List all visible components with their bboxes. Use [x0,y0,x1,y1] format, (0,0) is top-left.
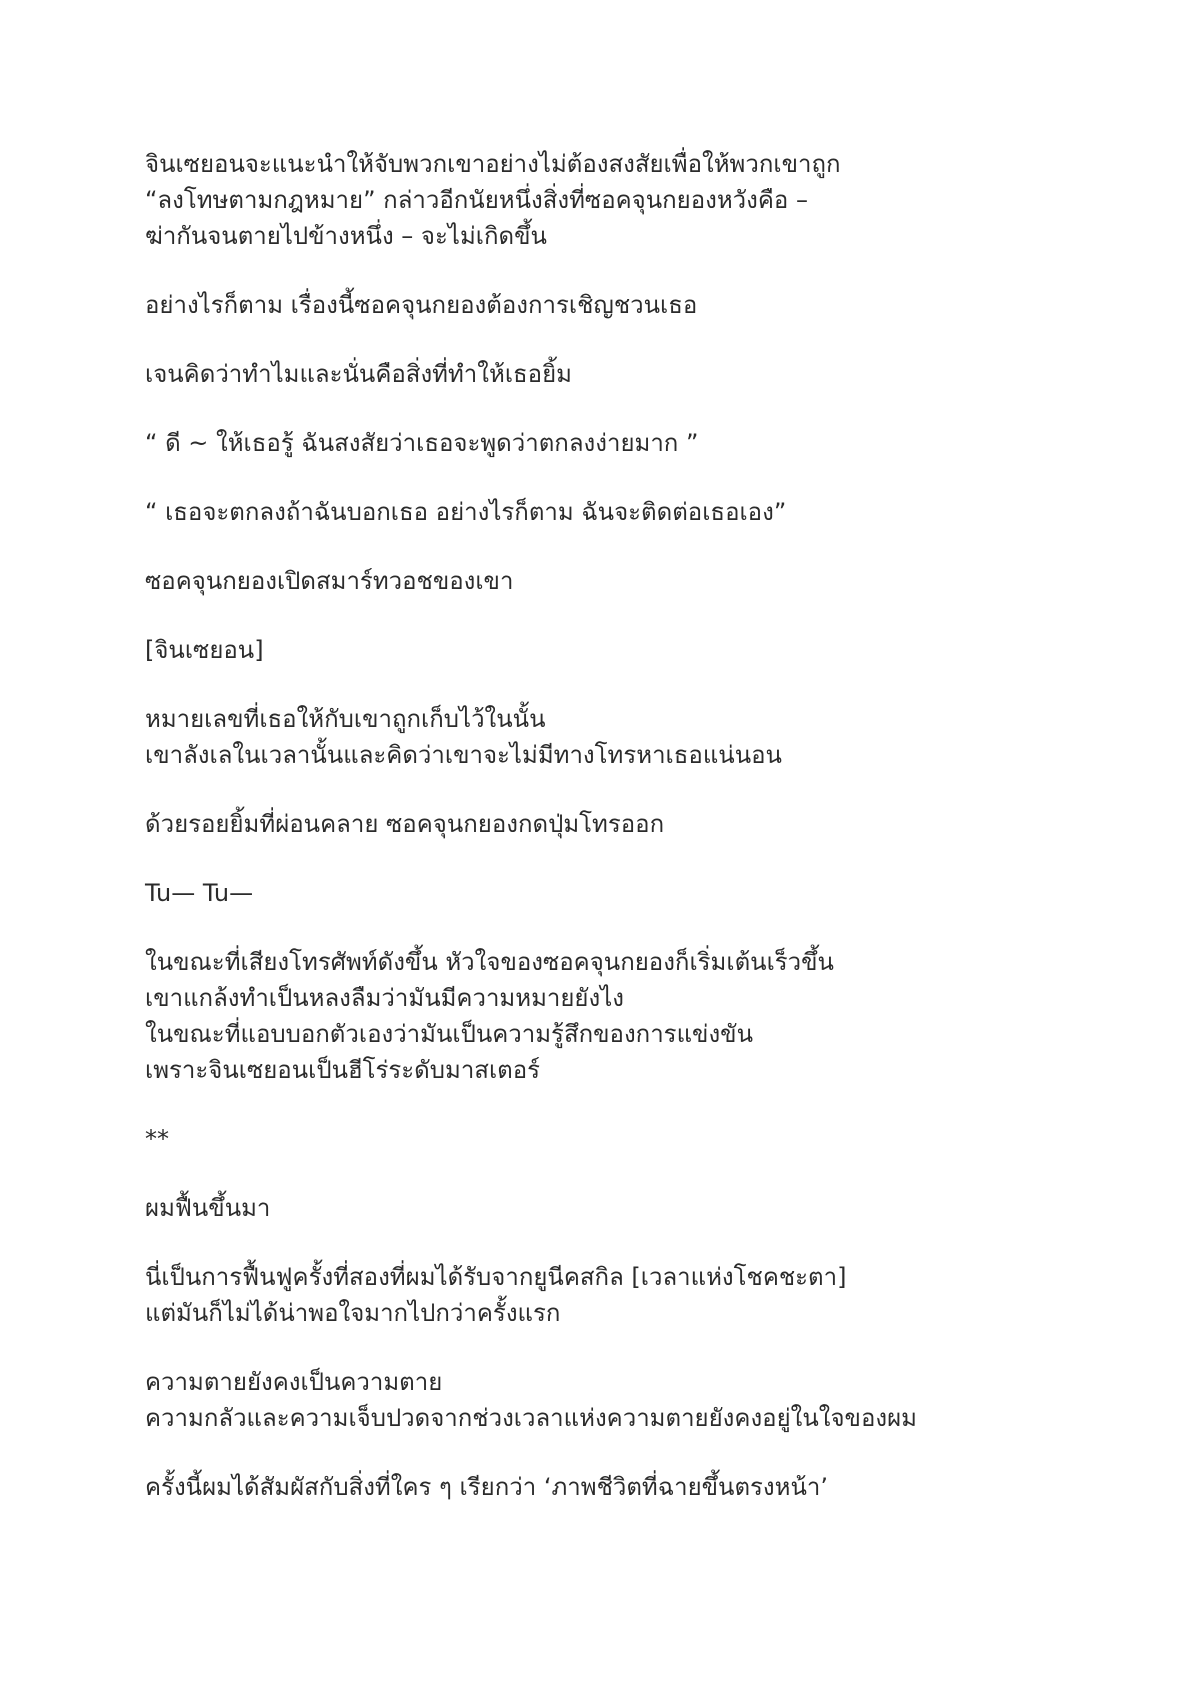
paragraph [145,146,1085,254]
text-line: นี่เป็นการฟื้นฟูครั้งที่สองที่ผมได้รับจากยูนีคสกิล [เวลาแห่งโชคชะตา] [145,1263,847,1291]
text-line: หมายเลขที่เธอให้กับเขาถูกเก็บไว้ในนั้น [145,705,546,733]
paragraph [145,1259,1085,1331]
paragraph [145,806,1085,842]
text-line: ในขณะที่เสียงโทรศัพท์ดังขึ้น หัวใจของซอคจุนกยองก็เริ่มเต้นเร็วขึ้น [145,948,834,976]
text-line: จินเซยอนจะแนะนำให้จับพวกเขาอย่างไม่ต้องสงสัยเพื่อให้พวกเขาถูก [145,150,841,178]
paragraph [145,287,1085,323]
paragraph [145,701,1085,773]
text-line: Tu— Tu— [145,879,254,907]
text-line: ความกลัวและความเจ็บปวดจากช่วงเวลาแห่งความตายยังคงอยู่ในใจของผม [145,1404,917,1432]
paragraph [145,1190,1085,1226]
text-line: “ลงโทษตามกฎหมาย” กล่าวอีกนัยหนึ่งสิ่งที่ซอคจุนกยองหวังคือ – [145,186,808,214]
text-line: [จินเซยอน] [145,636,264,664]
text-line: เจนคิดว่าทำไมและนั่นคือสิ่งที่ทำให้เธอยิ้ม [145,360,572,388]
text-line: “ เธอจะตกลงถ้าฉันบอกเธอ อย่างไรก็ตาม ฉันจะติดต่อเธอเอง” [145,498,787,526]
text-line: ครั้งนี้ผมได้สัมผัสกับสิ่งที่ใคร ๆ เรียกว่า ‘ภาพชีวิตที่ฉายขึ้นตรงหน้า’ [145,1473,828,1501]
paragraph [145,875,1085,911]
text-line: เพราะจินเซยอนเป็นฮีโร่ระดับมาสเตอร์ [145,1056,541,1084]
text-line: ซอคจุนกยองเปิดสมาร์ทวอชของเขา [145,567,514,595]
paragraph [145,494,1085,530]
paragraph [145,1121,1085,1157]
text-line: เขาลังเลในเวลานั้นและคิดว่าเขาจะไม่มีทางโทรหาเธอแน่นอน [145,741,782,769]
text-line: ** [145,1125,169,1153]
paragraph [145,356,1085,392]
text-line: ฆ่ากันจนตายไปข้างหนึ่ง – จะไม่เกิดขึ้น [145,222,547,250]
paragraph [145,944,1085,1088]
paragraph [145,425,1085,461]
text-line: เขาแกล้งทำเป็นหลงลืมว่ามันมีความหมายยังไง [145,984,625,1012]
paragraph [145,1469,1085,1505]
text-line: ความตายยังคงเป็นความตาย [145,1368,443,1396]
paragraph [145,632,1085,668]
text-line: แต่มันก็ไม่ได้น่าพอใจมากไปกว่าครั้งแรก [145,1299,561,1327]
text-line: ด้วยรอยยิ้มที่ผ่อนคลาย ซอคจุนกยองกดปุ่มโทรออก [145,810,665,838]
text-line: อย่างไรก็ตาม เรื่องนี้ซอคจุนกยองต้องการเชิญชวนเธอ [145,291,698,319]
text-line: “ ดี ~ ให้เธอรู้ ฉันสงสัยว่าเธอจะพูดว่าตกลงง่ายมาก ” [145,429,699,457]
text-line: ในขณะที่แอบบอกตัวเองว่ามันเป็นความรู้สึกของการแข่งขัน [145,1020,753,1048]
document-body [145,146,1085,1538]
text-line: ผมฟื้นขึ้นมา [145,1194,271,1222]
paragraph [145,1364,1085,1436]
paragraph [145,563,1085,599]
